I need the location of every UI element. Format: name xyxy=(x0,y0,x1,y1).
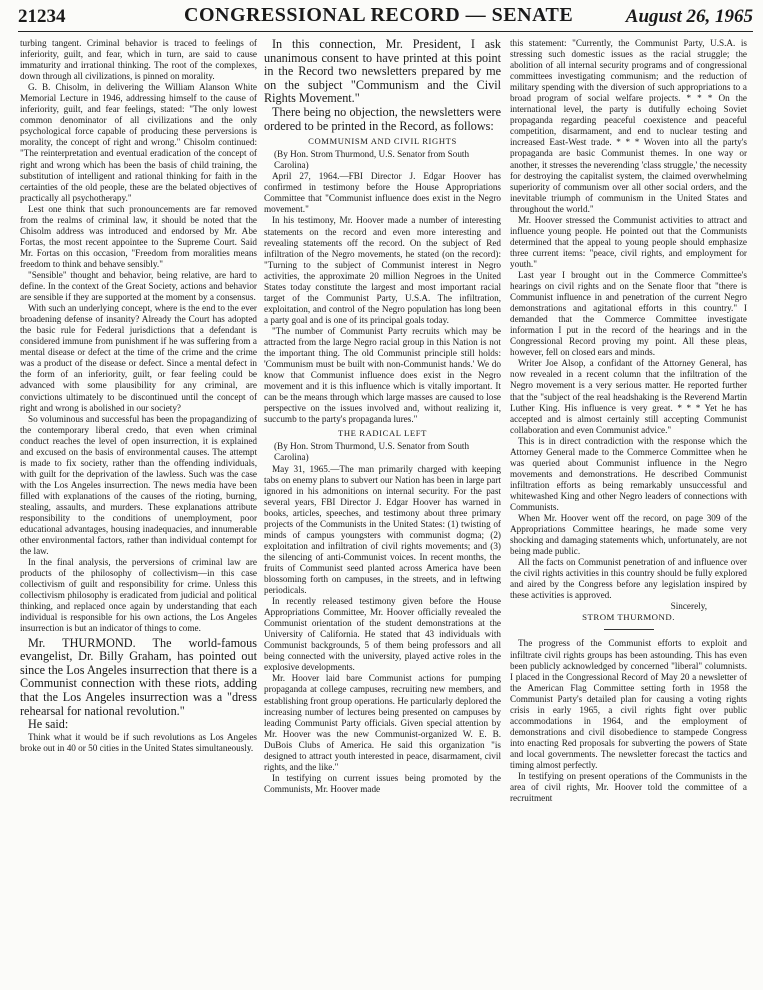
paragraph: When Mr. Hoover went off the record, on page 309 of the Appropriations Committee hearings, he made some very shocking and damaging statements which, unfortunately, are not being made public. xyxy=(510,513,747,557)
speaker-name: Mr. THURMOND. xyxy=(28,635,136,650)
page-header xyxy=(18,4,753,34)
column-left xyxy=(20,38,257,988)
paragraph: turbing tangent. Criminal behavior is traced to feelings of inferiority, guilt, and fear, which in turn, are said to cause immaturity and irrational thinking. The root of the complexes, down through all civilizations, is pinned on morality. xyxy=(20,38,257,82)
paragraph: So voluminous and successful has been the propagandizing of the contemporary liberal credo, that even when criminal conduct reaches the level of open insurrection, it is explained and excused on the basis of environmental causes. The attempt is made to fix society, rather than the offending individuals, with guilt for the deprivation of the lawless. Such was the case with the Los Angeles insurrection. The news media have been filled with explanations of the causes of the rioting, burning, stealing, assaults, and murders. These explanations attribute responsibility to the conditions of unemployment, poor educational advantages, housing inadequacies, and innumerable other environmental factors, rather than individual contempt for the law. xyxy=(20,413,257,557)
paragraph: In testifying on current issues being promoted by the Communists, Mr. Hoover made xyxy=(264,772,501,794)
paragraph: "Sensible" thought and behavior, being relative, are hard to define. In the context of the Great Society, actions and behavior are sensible if they are supported at the moment by a consensus. xyxy=(20,269,257,303)
paragraph: May 31, 1965.—The man primarily charged with keeping tabs on enemy plans to subvert our Nation has been in large part ignored in his admonitions on internal security. For the past several years, FBI Director J. Edgar Hoover has warned in books, articles, speeches, and testimony about three primary projects of the Communists in the United States: (1) twisting of minds of campus youngsters with communist dogma; (2) exploitation and infiltration of civil rights movements; and (3) the silencing of anti-Communist voices. In recent months, the fruits of Communist seed planted across America have been blossoming forth on campuses, in the streets, and in leftwing periodicals. xyxy=(264,463,501,596)
paragraph: With such an underlying concept, where is the end to the ever broadening defense of insanity? Already the Court has adopted the basic rule for Federal jurisdictions that a defendant is considered immune from punishment if he was suffering from a mental disease or defect at the time of the crime and the crime was a product of the disease or defect. Since a mental defect in the form of an inferiority, guilt, or fear feeling could be advanced with some plausibility for any criminal, are convictions ultimately to be discontinued until the concept of right and wrong is abolished in our society? xyxy=(20,303,257,413)
paragraph: this statement: "Currently, the Communist Party, U.S.A. is stressing such domestic issues as the racial struggle; the abolition of all internal security programs and of congressional committees investigating communism; and the reduction of military spending with the diversion of such appropriations to a broad program of social welfare projects. * * * On the international level, the party is dutifully echoing Soviet propaganda regarding peaceful coexistence and peaceful competition, disarmament, and end to nuclear testing and increased East-West trade. * * * Woven into all the party's propaganda are basic Communist themes. In one way or another, it stresses the neverending 'class struggle,' the necessity for destroying the capitalist system, the claimed overwhelming superiority of communism over all other social orders, and the inevitable triumph of communism in the United States and throughout the world." xyxy=(510,38,747,214)
column-right xyxy=(510,38,747,988)
paragraph: April 27, 1964.—FBI Director J. Edgar Hoover has confirmed in testimony before the House Appropriations Committee that "Communist influence does exist in the Negro movement." xyxy=(264,171,501,215)
paragraph: G. B. Chisolm, in delivering the William Alanson White Memorial Lecture in 1946, addressing himself to the cause of inferiority, guilt, and fear feelings, stated: "The only lowest common denominator of all civilizations and the only psychological force capable of producing these perversions is morality, the concept of right and wrong." Chisolm continued: "The reinterpretation and eventual eradication of the concept of right and wrong which has been the basis of child training, the substitution of intelligent and rational thinking for faith in the certainties of the old people, these are the belated objectives of practically all psychotherapy." xyxy=(20,82,257,203)
byline: (By Hon. Strom Thurmond, U.S. Senator from South Carolina) xyxy=(274,149,470,171)
newsletter-heading: COMMUNISM AND CIVIL RIGHTS xyxy=(308,136,457,147)
issue-date: August 26, 1965 xyxy=(625,6,753,27)
speech-paragraph: He said: xyxy=(28,717,69,732)
signature: STROM THURMOND. xyxy=(582,612,675,623)
paragraph: Last year I brought out in the Commerce Committee's hearings on civil rights and on the Senate floor that "there is Communist influence in and penetration of the current Negro demonstrations and agitational efforts in this country." I demanded that the Commerce Committee investigate information I put in the record of the hearings and in the Congressional Record proving my point. All these pleas, however, fell on closed ears and minds. xyxy=(510,269,747,358)
header-rule xyxy=(18,31,753,32)
paragraph: This is in direct contradiction with the response which the Attorney General made to the Commerce Committee when he was queried about Communist influence in the Negro movements and demonstrations. He described Communist infiltration efforts as being remarkably unsuccessful and whitewashed King and other Negro leaders of connections with Communists. xyxy=(510,435,747,512)
paragraph: "The number of Communist Party recruits which may be attracted from the large Negro racial group in this Nation is not the important thing. The old Communist principle still holds: 'Communism must be built with non-Communist hands.' We do know that Communist influence does exist in the Negro movement and it is this influence which is vitally important. It can be the means through which large masses are caused to lose perspective on the issues involved and, without realizing it, succumb to the party's propaganda lures." xyxy=(264,325,501,425)
paragraph: In recently released testimony given before the House Appropriations Committee, Mr. Hoover officially revealed the Communist orientation of the student demonstrations at the University of California. He stated that 43 individuals with Communist backgrounds, 5 of them being professors and all being connected with the university, played active roles in the explosive developments. xyxy=(264,596,501,673)
paragraph: In the final analysis, the perversions of criminal law are products of the philosophy of collectivism—in this case collectivism of guilt and responsibility for crime. Unless this collectivism philosophy is eradicated from judicial and political thinking, and replaced once again by understanding that each individual is responsible for his own actions, the Los Angeles insurrection is but an indicator of things to come. xyxy=(20,557,257,634)
newsletter-heading: THE RADICAL LEFT xyxy=(337,428,427,439)
byline: (By Hon. Strom Thurmond, U.S. Senator from South Carolina) xyxy=(274,441,470,463)
paragraph: In his testimony, Mr. Hoover made a number of interesting statements on the record and even more interesting and revealing statements off the record. On the subject of Red infiltration of the Negro movements, he stated (on the record): "Turning to the subject of Communist interest in Negro activities, the approximate 20 million Negroes in the United States today constitute the largest and most important racial target of the Communist Party, U.S.A. The infiltration, exploitation, and control of the Negro population has long been a party goal and is one of its principal goals today. xyxy=(264,215,501,325)
paragraph: Mr. Hoover laid bare Communist actions for pumping propaganda at college campuses, recruiting new members, and establishing front group operations. He particularly deplored the increasing number of lectures being presented on campuses by leading Communist Party officials. Given special attention by Mr. Hoover was the new Communist-organized W. E. B. DuBois Clubs of America. He said this organization "is designed to attract youth interested in peace, disarmament, civil rights, and the like." xyxy=(264,673,501,772)
paragraph: In testifying on present operations of the Communists in the area of civil rights, Mr. Hoover told the committee of a recruitment xyxy=(510,771,747,804)
speech-paragraph: There being no objection, the newsletters were ordered to be printed in the Record, as follows: xyxy=(264,104,501,133)
speech-paragraph: In this connection, Mr. President, I ask unanimous consent to have printed at this point in the Record two newsletters prepared by me on the subject "Communism and the Civil Rights Movement." xyxy=(264,38,501,106)
publication-title: CONGRESSIONAL RECORD — SENATE xyxy=(184,4,574,26)
column-middle xyxy=(264,38,501,988)
paragraph: Lest one think that such pronouncements are far removed from the realms of criminal law, it should be noted that the Chisolm address was introduced and endorsed by Mr. Abe Fortas, the most recent appointee to the Supreme Court. Said Mr. Fortas on this occasion, "Freedom from moralities means freedom to think and behave sensibly." xyxy=(20,203,257,269)
paragraph: Mr. Hoover stressed the Communist activities to attract and influence young people. He pointed out that the Communists determined that the appeal to young people should emphasize three current items: "peace, civil rights, and employment for youth." xyxy=(510,214,747,269)
paragraph: The progress of the Communist efforts to exploit and infiltrate civil rights groups has been astounding. This has even been publicly acknowledged by concerned "liberal" columnists. I placed in the Congressional Record of May 20 a newsletter of the American Flag Committee setting forth in 1958 the Communist Party's detailed plan for causing a voting rights crisis in early 1965, a civil rights fight over public accommodations in 1964, and the employment of demonstrations and civil disobedience to stampede Congress into enacting Red proposals for subverting the powers of State and local governments. The newsletter forecast the tactics and timing almost perfectly. xyxy=(510,638,747,770)
closing: Sincerely, xyxy=(670,601,707,612)
page-number: 21234 xyxy=(18,6,66,27)
paragraph: Writer Joe Alsop, a confidant of the Attorney General, has now revealed in a recent column that the infiltration of the Negro movement is a very serious matter. He reported further that the "subject of the real headshaking is the Reverend Martin Luther King. His influence is very great. * * * Yet he has accepted and is almost certainly still accepting Communist collaboration and even Communist advice." xyxy=(510,358,747,435)
paragraph: All the facts on Communist penetration of and influence over the civil rights activities in this country should be fully explored and aired by the Congress before any legislation inspired by these activities is approved. xyxy=(510,557,747,601)
section-divider xyxy=(604,629,654,630)
speech-text: The world-famous evangelist, Dr. Billy Graham, has pointed out since the Los Angeles insurrection that there is a Communist connection with these riots, adding that the Los Angeles insurrection was a "dress rehearsal for national revolution." xyxy=(20,635,257,718)
speech-paragraph xyxy=(20,637,257,719)
quoted-paragraph: Think what it would be if such revolutions as Los Angeles broke out in 40 or 50 cities in the United States simultaneously. xyxy=(20,731,257,753)
